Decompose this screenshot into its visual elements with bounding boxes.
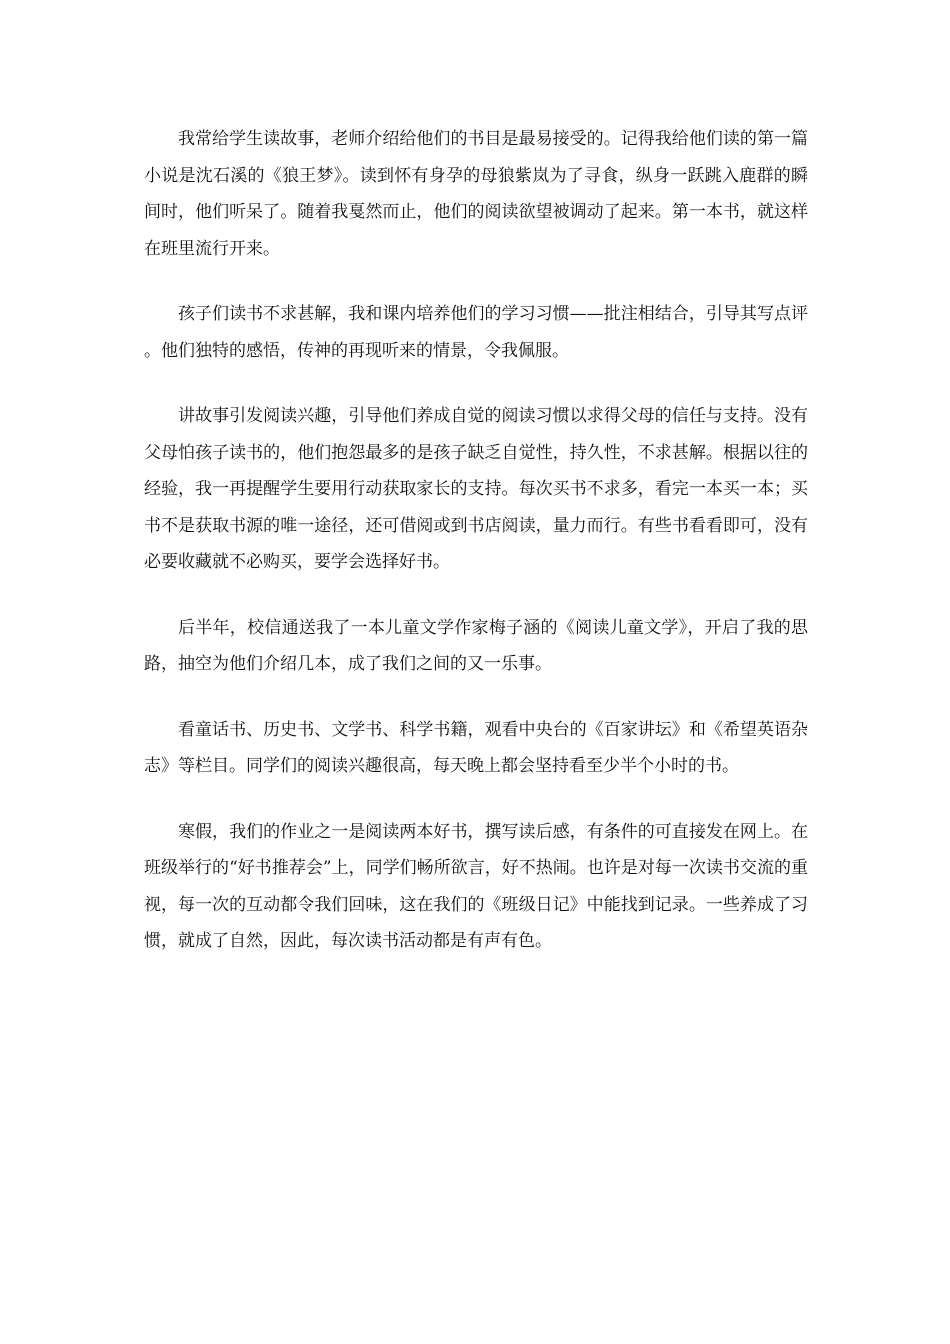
paragraph: 讲故事引发阅读兴趣，引导他们养成自觉的阅读习惯以求得父母的信任与支持。没有父母怕孩子读书的，他们抱怨最多的是孩子缺乏自觉性，持久性，不求甚解。根据以往的经验，我一再提醒学生要用行动获取家长的支持。每次买书不求多，看完一本买一本；买书不是获取书源的唯一途径，还可借阅或到书店阅读，量力而行。有些书看看即可，没有必要收藏就不必购买，要学会选择好书。 <box>144 406 808 572</box>
paragraph: 孩子们读书不求甚解，我和课内培养他们的学习习惯——批注相结合，引导其写点评。他们独特的感悟，传神的再现听来的情景，令我佩服。 <box>144 304 808 361</box>
paragraph: 寒假，我们的作业之一是阅读两本好书，撰写读后感，有条件的可直接发在网上。在班级举行的“好书推荐会”上，同学们畅所欲言，好不热闹。也许是对每一次读书交流的重视，每一次的互动都令我们回味，这在我们的《班级日记》中能找到记录。一些养成了习惯，就成了自然，因此，每次读书活动都是有声有色。 <box>144 821 808 951</box>
paragraph: 后半年，校信通送我了一本儿童文学作家梅子涵的《阅读儿童文学》，开启了我的思路，抽空为他们介绍几本，成了我们之间的又一乐事。 <box>144 617 808 674</box>
paragraph: 我常给学生读故事，老师介绍给他们的书目是最易接受的。记得我给他们读的第一篇小说是沈石溪的《狼王梦》。读到怀有身孕的母狼紫岚为了寻食，纵身一跃跳入鹿群的瞬间时，他们听呆了。随着我戛然而止，他们的阅读欲望被调动了起来。第一本书，就这样在班里流行开来。 <box>144 129 808 259</box>
paragraph: 看童话书、历史书、文学书、科学书籍，观看中央台的《百家讲坛》和《希望英语杂志》等栏目。同学们的阅读兴趣很高，每天晚上都会坚持看至少半个小时的书。 <box>144 719 808 776</box>
document-body <box>144 121 808 989</box>
